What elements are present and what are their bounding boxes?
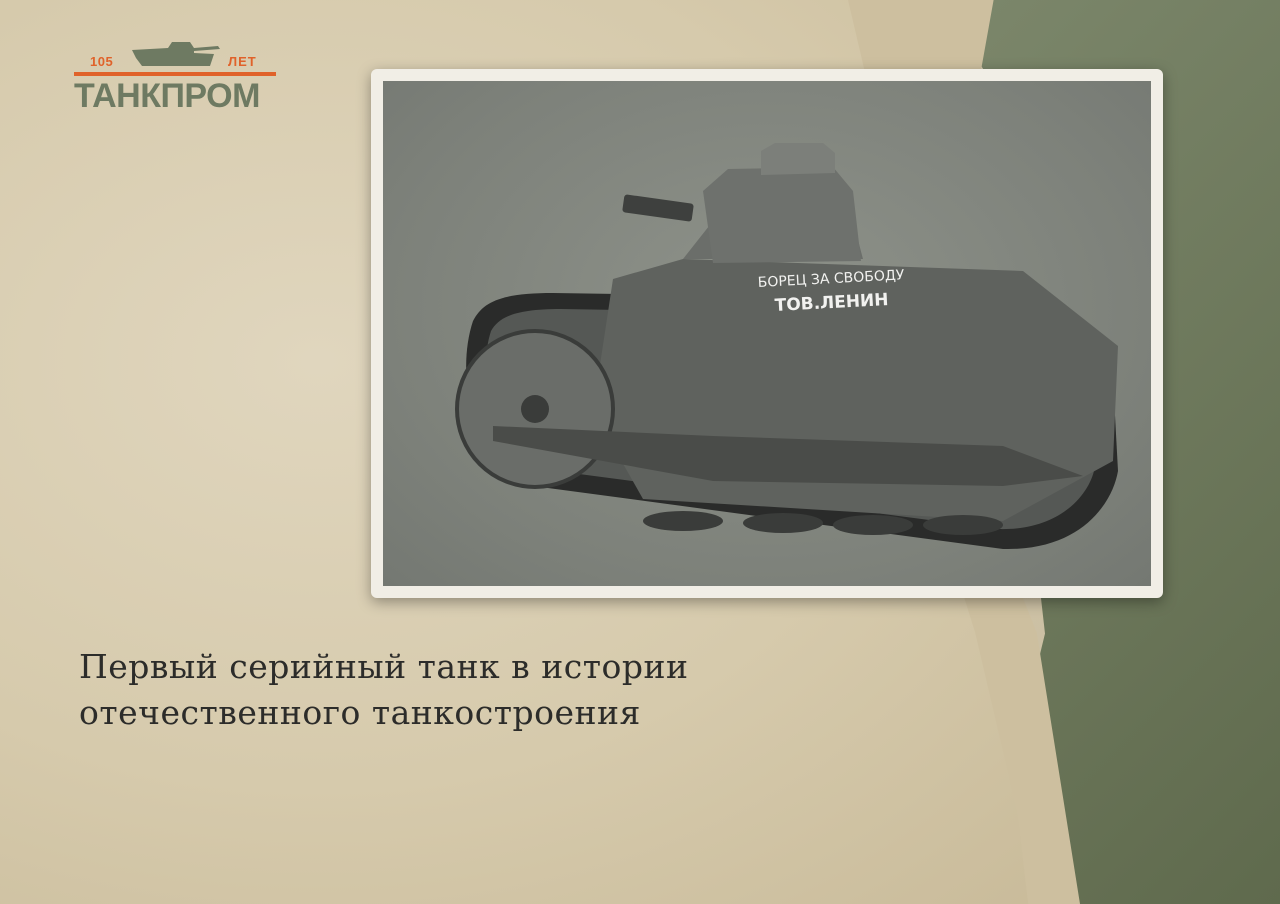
tank-photo (383, 81, 1151, 586)
caption-line-1: Первый серийный танк в истории (79, 647, 689, 686)
logo-brand-name: ТАНКПРОМ (74, 77, 260, 115)
tank-silhouette-icon (128, 36, 224, 70)
logo-divider (74, 72, 276, 76)
tank-turret (703, 167, 861, 263)
tank-inscription-line2: ТОВ.ЛЕНИН (774, 290, 889, 316)
tank-cupola (761, 143, 835, 175)
caption (79, 644, 839, 736)
logo-years-number: 105 (90, 54, 114, 69)
tank-illustration (383, 81, 1151, 586)
tank-inscription-line1: БОРЕЦ ЗА СВОБОДУ (757, 267, 905, 291)
tankprom-logo (74, 36, 278, 116)
tank-gun (622, 194, 694, 222)
photo-frame (371, 69, 1163, 598)
logo-years-word: ЛЕТ (228, 54, 257, 69)
caption-line-2: отечественного танкостроения (79, 693, 641, 732)
